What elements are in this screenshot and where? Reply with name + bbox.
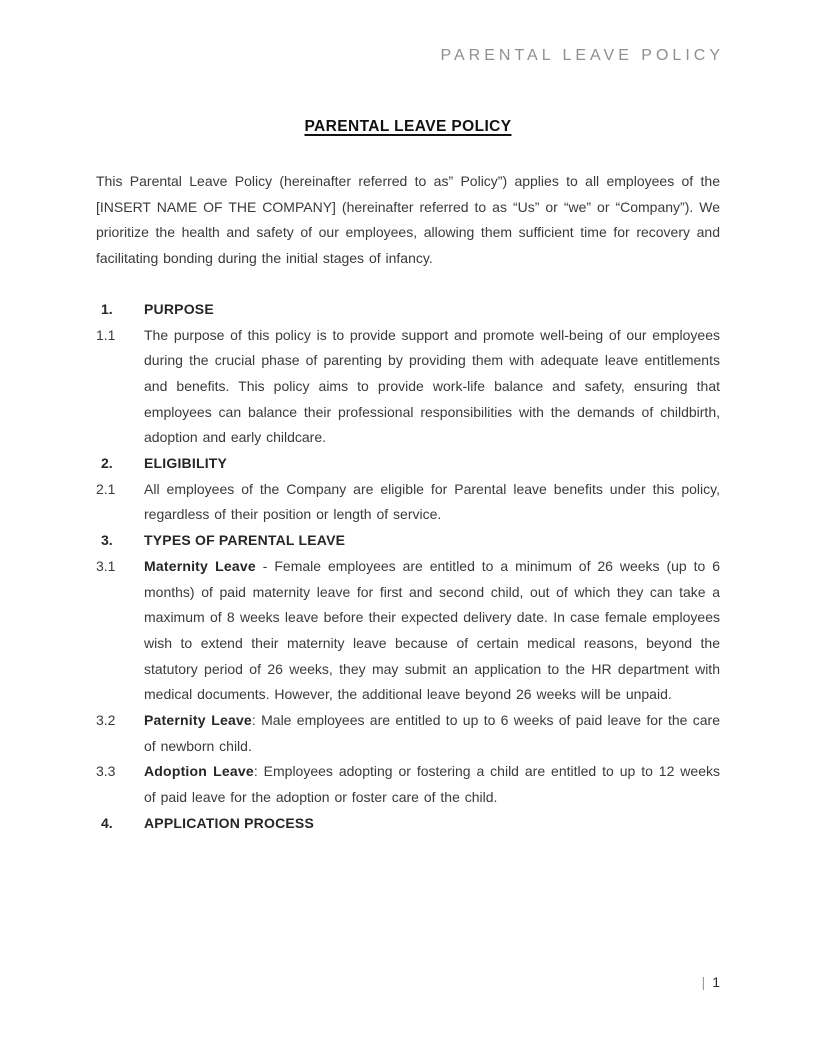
- item-text: [144, 759, 720, 810]
- document-title: PARENTAL LEAVE POLICY: [304, 118, 512, 135]
- item-text: [144, 477, 720, 528]
- item-lead: Adoption Leave: [144, 763, 254, 780]
- item-body: : Employees adopting or fostering a child are entitled to up to 12 weeks of paid leave for the adoption or foster care of the child.: [144, 763, 720, 806]
- item-number: 3.1: [96, 557, 116, 574]
- list-item: [96, 554, 720, 708]
- section-heading: ELIGIBILITY: [144, 455, 228, 472]
- section-heading: APPLICATION PROCESS: [144, 814, 315, 831]
- section-number: 1.: [101, 300, 113, 317]
- item-number: 3.2: [96, 712, 116, 729]
- section-heading-row: [96, 451, 720, 477]
- running-header: PARENTAL LEAVE POLICY: [440, 47, 724, 64]
- document-body: [96, 0, 720, 837]
- numbered-list: [96, 297, 720, 837]
- item-number: 1.1: [96, 326, 116, 343]
- list-item: [96, 477, 720, 528]
- section-heading-row: [96, 297, 720, 323]
- section-number: 3.: [101, 532, 113, 549]
- item-lead: Paternity Leave: [144, 712, 252, 729]
- section-heading: PURPOSE: [144, 300, 214, 317]
- item-text: [144, 708, 720, 759]
- section-number: 4.: [101, 814, 113, 831]
- section-heading-row: [96, 528, 720, 554]
- list-item: [96, 323, 720, 452]
- item-body: All employees of the Company are eligible for Parental leave benefits under this policy, regardless of their position or length of service.: [144, 480, 720, 523]
- item-text: [144, 554, 720, 708]
- section-heading-row: [96, 811, 720, 837]
- list-item: [96, 708, 720, 759]
- page-footer: [702, 974, 720, 990]
- item-text: [144, 323, 720, 452]
- item-number: 2.1: [96, 480, 116, 497]
- item-body: - Female employees are entitled to a minimum of 26 weeks (up to 6 months) of paid maternity leave for first and second child, out of which they can take a maximum of 8 weeks leave before their expected delivery date. In case female employees wish to extend their maternity leave because of certain medical reasons, beyond the statutory period of 26 weeks, they may submit an application to the HR department with medical documents. However, the additional leave beyond 26 weeks will be unpaid.: [144, 557, 721, 703]
- intro-paragraph: This Parental Leave Policy (hereinafter referred to as” Policy”) applies to all employees of the [INSERT NAME OF THE COMPANY] (hereinafter referred to as “Us” or “we” or “Company”). We prioritize the health and safety of our employees, allowing them sufficient time for recovery and facilitating bonding during the initial stages of infancy.: [96, 173, 720, 267]
- list-item: [96, 759, 720, 810]
- item-number: 3.3: [96, 763, 116, 780]
- footer-separator: |: [701, 974, 706, 990]
- section-number: 2.: [101, 455, 113, 472]
- item-body: : Male employees are entitled to up to 6 weeks of paid leave for the care of newborn child.: [144, 712, 720, 754]
- page-number: 1: [712, 974, 720, 990]
- item-lead: Maternity Leave: [144, 557, 256, 574]
- item-body: The purpose of this policy is to provide support and promote well-being of our employees during the crucial phase of parenting by providing them with adequate leave entitlements and benefits. This policy aims to provide work-life balance and safety, ensuring that employees can balance their professional responsibilities with the demands of childbirth, adoption and early childcare.: [144, 326, 720, 446]
- section-heading: TYPES OF PARENTAL LEAVE: [144, 532, 346, 549]
